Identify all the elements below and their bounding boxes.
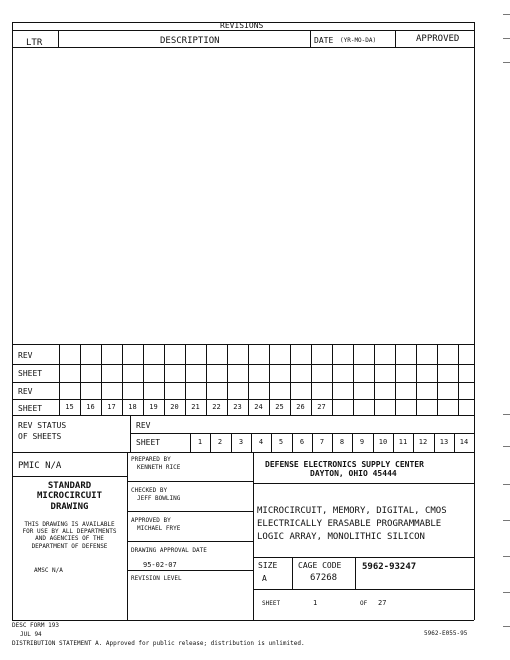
sheet-label: SHEET bbox=[136, 438, 161, 447]
margin-tick bbox=[503, 446, 510, 447]
rule bbox=[12, 382, 474, 383]
margin-tick bbox=[503, 14, 510, 15]
sheet-number: 2 bbox=[217, 438, 223, 446]
sheet-number: 25 bbox=[275, 403, 284, 411]
size-value: A bbox=[262, 574, 267, 583]
sheet-number: 3 bbox=[238, 438, 244, 446]
rev-label: REV bbox=[18, 351, 33, 360]
sheet-label: SHEET bbox=[262, 600, 281, 607]
agency-line: DEFENSE ELECTRONICS SUPPLY CENTER bbox=[265, 460, 424, 469]
rule bbox=[12, 47, 474, 48]
rule bbox=[253, 557, 474, 558]
rule bbox=[127, 511, 253, 512]
margin-tick bbox=[503, 626, 510, 627]
prepared-by-label: PREPARED BY bbox=[131, 456, 171, 463]
rule bbox=[332, 344, 333, 415]
of-value: 27 bbox=[378, 599, 387, 607]
rule bbox=[12, 415, 474, 416]
rule bbox=[395, 30, 396, 47]
cage-code-label: CAGE CODE bbox=[298, 561, 342, 570]
rule bbox=[12, 620, 474, 621]
rev-label: REV bbox=[136, 421, 151, 430]
sheet-number: 7 bbox=[319, 438, 325, 446]
revision-level-label: REVISION LEVEL bbox=[131, 575, 182, 582]
rule bbox=[58, 30, 59, 47]
sheet-number: 8 bbox=[339, 438, 345, 446]
margin-tick bbox=[503, 592, 510, 593]
approved-by-label: APPROVED BY bbox=[131, 517, 171, 524]
rule bbox=[127, 570, 253, 571]
sheet-number: 17 bbox=[107, 403, 116, 411]
rev-status-label: REV STATUS bbox=[18, 421, 67, 430]
rule bbox=[127, 481, 253, 482]
rule bbox=[474, 433, 475, 452]
rule bbox=[474, 22, 475, 344]
availability-line: AND AGENCIES OF THE bbox=[35, 535, 104, 543]
rule bbox=[474, 452, 475, 620]
rule bbox=[253, 483, 474, 484]
agency-line: DAYTON, OHIO 45444 bbox=[310, 469, 397, 478]
rule bbox=[253, 452, 254, 620]
sheet-number: 9 bbox=[359, 438, 365, 446]
sheet-number: 6 bbox=[299, 438, 305, 446]
title-line: ELECTRICALLY ERASABLE PROGRAMMABLE bbox=[257, 519, 442, 529]
margin-tick bbox=[503, 556, 510, 557]
date-header: DATE bbox=[314, 36, 334, 45]
pmic: PMIC N/A bbox=[18, 461, 62, 471]
rule bbox=[12, 364, 474, 365]
sheet-number: 14 bbox=[459, 438, 469, 446]
margin-tick bbox=[503, 38, 510, 39]
title-line: MICROCIRCUIT, MEMORY, DIGITAL, CMOS bbox=[257, 506, 447, 516]
rev-label: REV bbox=[18, 387, 33, 396]
sheet-number: 5 bbox=[278, 438, 284, 446]
rule bbox=[12, 344, 13, 415]
revisions-title: REVISIONS bbox=[220, 21, 264, 30]
sheet-number: 15 bbox=[65, 403, 74, 411]
rule bbox=[355, 557, 356, 589]
approval-date: 95-02-07 bbox=[143, 561, 177, 569]
rule bbox=[12, 452, 474, 453]
rule bbox=[12, 476, 127, 477]
sheet-number: 21 bbox=[191, 403, 200, 411]
sheet-number: 18 bbox=[128, 403, 137, 411]
sheet-label: SHEET bbox=[18, 404, 43, 413]
sheet-number: 1 bbox=[197, 438, 203, 446]
cage-code-value: 67268 bbox=[310, 573, 338, 583]
sheet-number: 26 bbox=[296, 403, 305, 411]
rule bbox=[127, 541, 253, 542]
sheet-label: SHEET bbox=[18, 369, 43, 378]
checked-by-name: JEFF BOWLING bbox=[137, 495, 181, 502]
sheet-number: 24 bbox=[254, 403, 263, 411]
sheet-number: 10 bbox=[378, 438, 388, 446]
sheet-number: 23 bbox=[233, 403, 242, 411]
form-date: JUL 94 bbox=[20, 631, 42, 638]
rule bbox=[253, 589, 474, 590]
ltr-header: LTR bbox=[26, 38, 43, 48]
rule bbox=[437, 344, 438, 415]
rule bbox=[416, 344, 417, 415]
checked-by-label: CHECKED BY bbox=[131, 487, 168, 494]
sheet-value: 1 bbox=[313, 599, 318, 607]
of-label: OF bbox=[360, 600, 368, 607]
rule bbox=[130, 415, 131, 452]
sheet-number: 13 bbox=[439, 438, 449, 446]
sheet-number: 22 bbox=[212, 403, 221, 411]
rule bbox=[458, 344, 459, 415]
rule bbox=[130, 433, 474, 434]
margin-tick bbox=[503, 414, 510, 415]
form-number: DESC FORM 193 bbox=[12, 622, 59, 629]
rule bbox=[12, 415, 13, 452]
drawing-number: 5962-93247 bbox=[362, 562, 417, 572]
availability-line: DEPARTMENT OF DEFENSE bbox=[31, 542, 108, 550]
sheet-number: 19 bbox=[149, 403, 158, 411]
sheet-number: 20 bbox=[170, 403, 179, 411]
amsc: AMSC N/A bbox=[34, 567, 63, 574]
sheet-number: 16 bbox=[86, 403, 95, 411]
margin-tick bbox=[503, 62, 510, 63]
rule bbox=[292, 557, 293, 589]
size-label: SIZE bbox=[258, 561, 278, 570]
margin-tick bbox=[503, 484, 510, 485]
standard-title-line: MICROCIRCUIT bbox=[36, 491, 103, 502]
approved-by-name: MICHAEL FRYE bbox=[137, 525, 181, 532]
availability-line: THIS DRAWING IS AVAILABLE bbox=[24, 521, 115, 528]
rule bbox=[474, 344, 475, 415]
rule bbox=[395, 344, 396, 415]
rule bbox=[12, 344, 474, 345]
prepared-by-name: KENNETH RICE bbox=[137, 464, 181, 471]
rule bbox=[12, 22, 13, 344]
availability-line: FOR USE BY ALL DEPARTMENTS bbox=[22, 528, 117, 536]
standard-title-line: STANDARD bbox=[47, 481, 92, 491]
approved-header: APPROVED bbox=[416, 34, 460, 44]
description-header: DESCRIPTION bbox=[160, 36, 220, 46]
margin-tick bbox=[503, 520, 510, 521]
sheet-number: 4 bbox=[258, 438, 264, 446]
rule bbox=[310, 30, 311, 47]
standard-title-line: DRAWING bbox=[50, 501, 89, 512]
distribution-statement: DISTRIBUTION STATEMENT A. Approved for public release; distribution is unlimited. bbox=[12, 640, 305, 647]
sheet-number: 27 bbox=[317, 403, 326, 411]
document-code: 5962-E055-95 bbox=[424, 630, 468, 637]
rule bbox=[127, 452, 128, 620]
rule bbox=[353, 344, 354, 415]
rule bbox=[12, 30, 474, 31]
approval-date-label: DRAWING APPROVAL DATE bbox=[131, 547, 207, 554]
date-format-header: (YR-MO-DA) bbox=[340, 37, 377, 44]
sheet-number: 12 bbox=[418, 438, 428, 446]
of-sheets-label: OF SHEETS bbox=[18, 432, 62, 441]
rule bbox=[374, 344, 375, 415]
title-line: LOGIC ARRAY, MONOLITHIC SILICON bbox=[257, 532, 425, 542]
sheet-number: 11 bbox=[398, 438, 408, 446]
rule bbox=[12, 399, 474, 400]
